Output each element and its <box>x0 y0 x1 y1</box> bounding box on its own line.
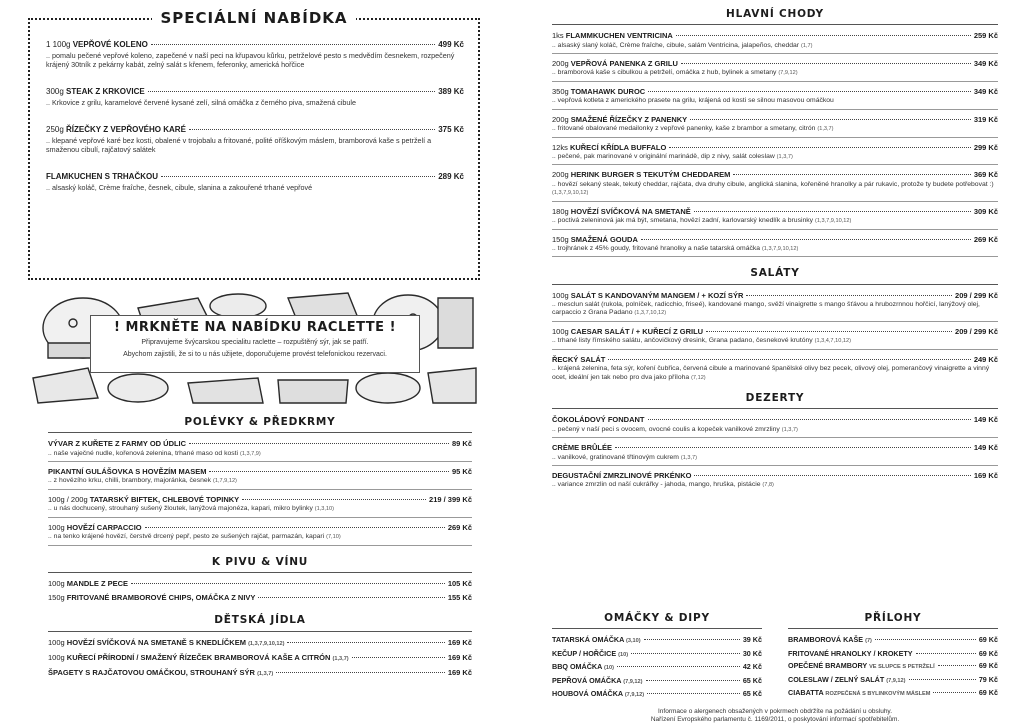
dish-price: 249 Kč <box>973 354 998 364</box>
dish-name: HOVĚZÍ SVÍČKOVÁ NA SMETANĚ <box>570 206 691 216</box>
sauce-item: PEPŘOVÁ OMÁČKA (7,9,12) 65 Kč <box>552 675 762 685</box>
dish-name: ČOKOLÁDOVÝ FONDANT <box>552 415 645 425</box>
raclette-text-2: Abychom zajistili, že si to u nás užijete, doporučujeme provést telefonickou rezervaci. <box>123 351 387 358</box>
dish-name: HOVĚZÍ SVÍČKOVÁ NA SMETANĚ S KNEDLÍČKEM <box>66 637 246 647</box>
menu-item: 100g HOVĚZÍ SVÍČKOVÁ NA SMETANĚ S KNEDLÍČKEM (1,3,7,9,10,12) 169 Kč <box>48 637 472 647</box>
footer-line-1: Informace o alergenech obsažených v pokrmech obdržíte na požádání u obsluhy. <box>657 708 893 715</box>
dish-price: 89 Kč <box>451 439 472 449</box>
dish-price: 349 Kč <box>973 86 998 96</box>
section-title: DEZERTY <box>552 392 998 409</box>
dish-name: HERINK BURGER S TEKUTÝM CHEDDAREM <box>570 170 731 180</box>
dish-name: ŘECKÝ SALÁT <box>552 354 606 364</box>
hlavni-list <box>552 31 998 257</box>
sauce-item: KEČUP / HOŘČICE (10) 30 Kč <box>552 648 762 658</box>
menu-item: 150g SMAŽENÁ GOUDA 269 Kč .. trojhránek z 45% goudy, fritované hranolky a naše tatarská omáčka (1,3,7,9,10,12) <box>552 235 998 258</box>
polevky-section <box>28 406 476 678</box>
dish-description: .. trhané listy římského salátu, ančovičkový dresink, Grana padano, česnekové krutóny <box>552 337 813 345</box>
menu-item <box>552 415 998 438</box>
sauces-sides <box>552 612 998 703</box>
omacky-section <box>552 612 762 703</box>
dish-name: KUŘECÍ PŘÍRODNÍ / SMAŽENÝ ŘÍZEČEK BRAMBOROVÁ KAŠE A CITRÓN <box>66 652 331 662</box>
allergens: (1,3,7) <box>332 655 349 662</box>
dish-name: MANDLE Z PECE <box>66 578 129 588</box>
section-title: POLÉVKY & PŘEDKRMY <box>48 416 472 433</box>
dish-price: 299 Kč <box>973 142 998 152</box>
dish-name: KUŘECÍ KŘÍDLA BUFFALO <box>569 142 667 152</box>
dish-price: 289 Kč <box>438 172 464 181</box>
raclette-text-1: Připravujeme švýcarskou specialitu raclette – rozpuštěný sýr, jak se patří. <box>141 339 369 347</box>
right-column <box>552 8 998 724</box>
dish-description: .. klepané vepřové karé bez kosti, obalené v trojobalu a fritované, polité oříškovým máslem, bramborová kaše s petrželí a smaženou cibulí, rajčatový salátek <box>46 136 432 154</box>
section-title: K PIVU & VÍNU <box>48 556 472 573</box>
dish-name: TATARSKÝ BIFTEK, CHLEBOVÉ TOPINKY <box>89 494 240 504</box>
dish-name: ŘÍZEČKY Z VEPŘOVÉHO KARÉ <box>66 125 186 134</box>
dish-price: 259 Kč <box>973 31 998 41</box>
special-item <box>46 172 464 192</box>
dish-name: FRITOVANÉ BRAMBOROVÉ CHIPS, OMÁČKA Z NIVY <box>66 593 256 603</box>
allergens: (1,3,7,9,10,12) <box>248 640 285 647</box>
sauce-item: TATARSKÁ OMÁČKA (3,10) 39 Kč <box>552 635 762 645</box>
dish-name: SALÁT S KANDOVANÝM MANGEM / + KOZÍ SÝR <box>570 290 744 300</box>
dish-price: 149 Kč <box>973 415 998 425</box>
dish-price: 105 Kč <box>447 578 472 588</box>
special-item: 1 100g VEPŘOVÉ KOLENO 499 Kč .. pomalu pečené vepřové koleno, zapečené v naší peci na křupavou kůrku, petrželové pesto s medvědím česnekem, rozpečený krájený 30tník z pekárny kabát, zelný salát s křenem, feferonky, americká hořčice <box>46 40 464 69</box>
allergens: (1,3,7) <box>257 670 274 677</box>
dish-price: 219 / 399 Kč <box>429 494 472 504</box>
allergens: (1,3,7,9,10,12) <box>814 218 852 225</box>
menu-item: 100g / 200g TATARSKÝ BIFTEK, CHLEBOVÉ TOPINKY 219 / 399 Kč .. u nás dochucený, strouhaný sušený žloutek, lanýžová majonéza, kapari, mikro bylinky (1,3,10) <box>48 495 472 518</box>
raclette-banner <box>28 288 480 406</box>
dish-description: .. na tenko krájené hovězí, čerstvě drcený pepř, pesto ze sušených rajčat, parmazán, kapari <box>48 533 325 541</box>
special-offer-title: SPECIÁLNÍ NABÍDKA <box>30 9 478 28</box>
dish-price: 269 Kč <box>447 522 472 532</box>
menu-item: 1ks FLAMMKUCHEN VENTRICINA 259 Kč .. alsaský slaný koláč, Crème fraîche, cibule, salám Ventricina, jalapeños, cheddar (1,7) <box>552 31 998 54</box>
dish-description: .. pečené, pak marinované v originální marinádě, dip z nivy, salát coleslaw <box>552 152 775 160</box>
dish-description: .. pečený v naší peci s ovocem, ovocné coulis a kopeček vanilkové zmrzliny <box>552 425 780 433</box>
side-item: CIABATTA ROZPEČENÁ S BYLINKOVÝM MÁSLEM 69 Kč <box>788 688 998 698</box>
dish-price: 319 Kč <box>973 114 998 124</box>
menu-item <box>48 668 472 678</box>
dish-name: CRÈME BRÛLÉE <box>552 443 613 453</box>
dish-price: 349 Kč <box>973 58 998 68</box>
dish-price: 369 Kč <box>973 170 998 180</box>
menu-item <box>48 439 472 462</box>
dish-name: TOMAHAWK DUROC <box>570 86 646 96</box>
section-title: PŘÍLOHY <box>788 612 998 629</box>
dish-description: .. naše vaječné nudle, kořenová zelenina, trhané maso od kosti <box>48 449 239 457</box>
left-column <box>28 8 484 683</box>
dish-description: .. variance zmrzlin od naší cukrářky - jahoda, mango, hruška, pistácie <box>552 481 761 489</box>
dish-description: .. Krkovice z grilu, karamelové červené kysané zelí, silná omáčka z černého piva, smažená cibule <box>46 98 357 107</box>
dish-name: VÝVAR Z KUŘETE Z FARMY OD ÚDLIC <box>48 439 187 449</box>
dish-name: FLAMMKUCHEN VENTRICINA <box>565 31 673 41</box>
dish-name: FLAMKUCHEN S TRHAČKOU <box>46 172 158 181</box>
menu-item: 200g VEPŘOVÁ PANENKA Z GRILU 349 Kč .. bramborová kaše s cibulkou a petrželí, omáčka z hub, bylinek a smetany (7,9,12) <box>552 59 998 82</box>
allergens: (7,9,12) <box>778 70 798 77</box>
special-offer-box <box>28 9 480 280</box>
allergens: (1,3,7,9,10,12) <box>761 246 799 252</box>
dish-price: 95 Kč <box>451 466 472 476</box>
raclette-promo-box <box>90 315 420 373</box>
dish-price: 169 Kč <box>447 652 472 662</box>
allergens: (1,3,7,10,12) <box>634 310 667 317</box>
menu-item <box>552 355 998 382</box>
dish-price: 309 Kč <box>973 206 998 216</box>
dish-name: SMAŽENÉ ŘÍZEČKY Z PANENKY <box>570 114 688 124</box>
dish-price: 169 Kč <box>447 667 472 677</box>
menu-item: 100g CAESAR SALÁT / + KUŘECÍ Z GRILU 209 / 299 Kč .. trhané listy římského salátu, ančovičkový dresink, Grana padano, česnekové krutóny (1,3,4,7,10,12) <box>552 327 998 350</box>
dish-name: VEPŘOVÉ KOLENO <box>72 40 148 49</box>
menu-item: 12ks KUŘECÍ KŘÍDLA BUFFALO 299 Kč .. pečené, pak marinované v originální marinádě, dip z nivy, salát coleslaw (1,3,7) <box>552 143 998 166</box>
menu-item <box>48 467 472 490</box>
dish-name: PIKANTNÍ GULÁŠOVKA S HOVĚZÍM MASEM <box>48 466 207 476</box>
section-title: DĚTSKÁ JÍDLA <box>48 614 472 631</box>
menu-item: 100g SALÁT S KANDOVANÝM MANGEM / + KOZÍ SÝR 209 / 299 Kč .. mesclun salát (rukola, polníček, radicchio, friseé), kandované mango, svěží vinaigrette s mango šťávou a hrubozrnnou hořčicí, lanýžový olej, carpaccio z Grana Padano (1,3,7,10,12) <box>552 291 998 322</box>
dish-description: .. krájená zelenina, feta sýr, koření čubřica, červená cibule a marinované španělské olivy bez pecek, olivový olej, pomerančový vinaigrette a vinný ocet, ideální jen tak nebo pro dva jako příloha <box>552 365 990 381</box>
side-item: COLESLAW / ZELNÝ SALÁT (7,9,12) 79 Kč <box>788 674 998 684</box>
menu-item: 100g MANDLE Z PECE 105 Kč <box>48 578 472 588</box>
section-title: SALÁTY <box>552 267 998 284</box>
dish-name: STEAK Z KRKOVICE <box>66 87 145 96</box>
allergens: (1,3,7) <box>781 426 798 433</box>
dish-price: 155 Kč <box>447 593 472 603</box>
menu-item <box>552 443 998 466</box>
allergens: (1,3,7,9) <box>239 450 261 457</box>
dish-description: .. u nás dochucený, strouhaný sušený žloutek, lanýžová majonéza, kapari, mikro bylinky <box>48 505 313 513</box>
sauce-item: BBQ OMÁČKA (10) 42 Kč <box>552 662 762 672</box>
dish-price: 209 / 299 Kč <box>955 326 998 336</box>
section-title: HLAVNÍ CHODY <box>552 8 998 25</box>
allergens: (1,3,7) <box>776 153 793 160</box>
dish-description: .. alsaský koláč, Crème fraîche, česnek, cibule, slanina a zakouřené trhané vepřové <box>46 183 313 192</box>
dish-name: ŠPAGETY S RAJČATOVOU OMÁČKOU, STROUHANÝ SÝR <box>48 667 255 677</box>
menu-item <box>552 471 998 490</box>
allergens: (7,10) <box>326 534 341 541</box>
allergens: (7,8) <box>762 482 774 489</box>
dish-price: 169 Kč <box>973 471 998 480</box>
dish-description: .. vanilkové, gratinované třtinovým cukrem <box>552 453 679 461</box>
menu-item: 180g HOVĚZÍ SVÍČKOVÁ NA SMETANĚ 309 Kč .. poctivá zeleninová jak má být, smetana, hovězí zadní, karlovarský knedlík a brusinky (1,3,7,9,10,12) <box>552 207 998 230</box>
dish-price: 375 Kč <box>438 125 464 134</box>
dish-price: 149 Kč <box>973 443 998 453</box>
dish-name: CAESAR SALÁT / + KUŘECÍ Z GRILU <box>570 326 704 336</box>
section-title: OMÁČKY & DIPY <box>552 612 762 629</box>
dish-price: 389 Kč <box>438 87 464 96</box>
dish-description: .. alsaský slaný koláč, Crème fraîche, cibule, salám Ventricina, jalapeños, cheddar <box>552 41 800 49</box>
dish-description: .. poctivá zeleninová jak má být, smetana, hovězí zadní, karlovarský knedlík a brusinky <box>552 217 814 225</box>
prilohy-section <box>788 612 998 703</box>
menu-item: 100g KUŘECÍ PŘÍRODNÍ / SMAŽENÝ ŘÍZEČEK BRAMBOROVÁ KAŠE A CITRÓN (1,3,7) 169 Kč <box>48 652 472 662</box>
allergen-footer <box>552 708 998 724</box>
allergens: (1,7) <box>800 42 813 49</box>
menu-item: 100g HOVĚZÍ CARPACCIO 269 Kč .. na tenko krájené hovězí, čerstvě drcený pepř, pesto ze sušených rajčat, parmazán, kapari (7,10) <box>48 523 472 546</box>
dish-price: 169 Kč <box>447 637 472 647</box>
dish-name: DEGUSTAČNÍ ZMRZLINOVÉ PRKÉNKO <box>552 471 692 480</box>
dish-price: 209 / 299 Kč <box>955 290 998 300</box>
side-item: FRITOVANÉ HRANOLKY / KROKETY 69 Kč <box>788 648 998 658</box>
allergens: (1,3,7) <box>680 454 697 461</box>
dish-description: .. pomalu pečené vepřové koleno, zapečené v naší peci na křupavou kůrku, petrželové pesto s medvědím česnekem, rozpečený krájený 30tník z pekárny kabát, zelný salát s křenem, feferonky, americká hořčice <box>46 51 455 69</box>
dish-description: .. hovězí sekaný steak, tekutý cheddar, rajčata, dva druhy cibule, anglická slanina, kořeněné hranolky a pár rukavic, protože ty budete potřebovat :) <box>552 180 994 188</box>
menu-item: 200g HERINK BURGER S TEKUTÝM CHEDDAREM 369 Kč .. hovězí sekaný steak, tekutý cheddar, rajčata, dva druhy cibule, anglická slanina, kořeněné hranolky a pár rukavic, protože ty budete potřebovat :) (1,3,7,9,10,12) <box>552 170 998 201</box>
sauce-item: HOUBOVÁ OMÁČKA (7,9,12) 65 Kč <box>552 689 762 699</box>
allergens: (1,3,7,9,10,12) <box>552 190 589 197</box>
allergens: (1,3,4,7,10,12) <box>814 338 851 345</box>
side-item: BRAMBOROVÁ KAŠE (7) 69 Kč <box>788 635 998 645</box>
dish-description: .. bramborová kaše s cibulkou a petrželí, omáčka z hub, bylinek a smetany <box>552 69 777 77</box>
dish-description: .. fritované obalované medailonky z vepřové panenky, kaše z brambor a smetany, citrón <box>552 125 816 133</box>
allergens: (7,12) <box>691 374 706 381</box>
dish-name: SMAŽENÁ GOUDA <box>570 234 638 244</box>
dish-price: 499 Kč <box>438 40 464 49</box>
menu-item: 350g TOMAHAWK DUROC 349 Kč .. vepřová kotleta z amerického prasete na grilu, krájená od kosti se silnou masovou omáčkou <box>552 87 998 110</box>
allergens: (1,3,10) <box>314 506 335 513</box>
dish-price: 269 Kč <box>973 234 998 244</box>
menu-item: 200g SMAŽENÉ ŘÍZEČKY Z PANENKY 319 Kč .. fritované obalované medailonky z vepřové panenky, kaše z brambor a smetany, citrón (1,3,7) <box>552 115 998 138</box>
allergens: (1,7,9,12) <box>212 478 237 485</box>
footer-line-2: Nařízení Evropského parlamentu č. 1169/2011, o poskytování informací spotřebitelům. <box>650 716 900 724</box>
dish-description: .. vepřová kotleta z amerického prasete na grilu, krájená od kosti se silnou masovou omáčkou <box>552 97 834 105</box>
dish-description: .. z hovězího krku, chilli, brambory, majoránka, česnek <box>48 477 212 485</box>
side-item: OPEČENÉ BRAMBORY VE SLUPCE S PETRŽELÍ 69 Kč <box>788 661 998 671</box>
allergens: (1,3,7) <box>817 126 834 133</box>
dish-name: HOVĚZÍ CARPACCIO <box>66 522 142 532</box>
dish-name: VEPŘOVÁ PANENKA Z GRILU <box>570 58 678 68</box>
special-item: 250g ŘÍZEČKY Z VEPŘOVÉHO KARÉ 375 Kč .. klepané vepřové karé bez kosti, obalené v trojobalu a fritované, polité oříškovým máslem, bramborová kaše s petrželí a smaženou cibulí, rajčatový salátek <box>46 125 464 154</box>
dish-description: .. mesclun salát (rukola, polníček, radicchio, friseé), kandované mango, svěží vinaigrette s mango šťávou a hrubozrnnou hořčicí, lanýžový olej, carpaccio z Grana Padano <box>552 300 980 317</box>
special-item: 300g STEAK Z KRKOVICE 389 Kč .. Krkovice z grilu, karamelové červené kysané zelí, silná omáčka z černého piva, smažená cibule <box>46 87 464 107</box>
raclette-title: ! MRKNĚTE NA NABÍDKU RACLETTE ! <box>113 320 397 335</box>
dish-description: .. trojhránek z 45% goudy, fritované hranolky a naše tatarská omáčka <box>552 245 761 252</box>
menu-item: 150g FRITOVANÉ BRAMBOROVÉ CHIPS, OMÁČKA Z NIVY 155 Kč <box>48 593 472 603</box>
